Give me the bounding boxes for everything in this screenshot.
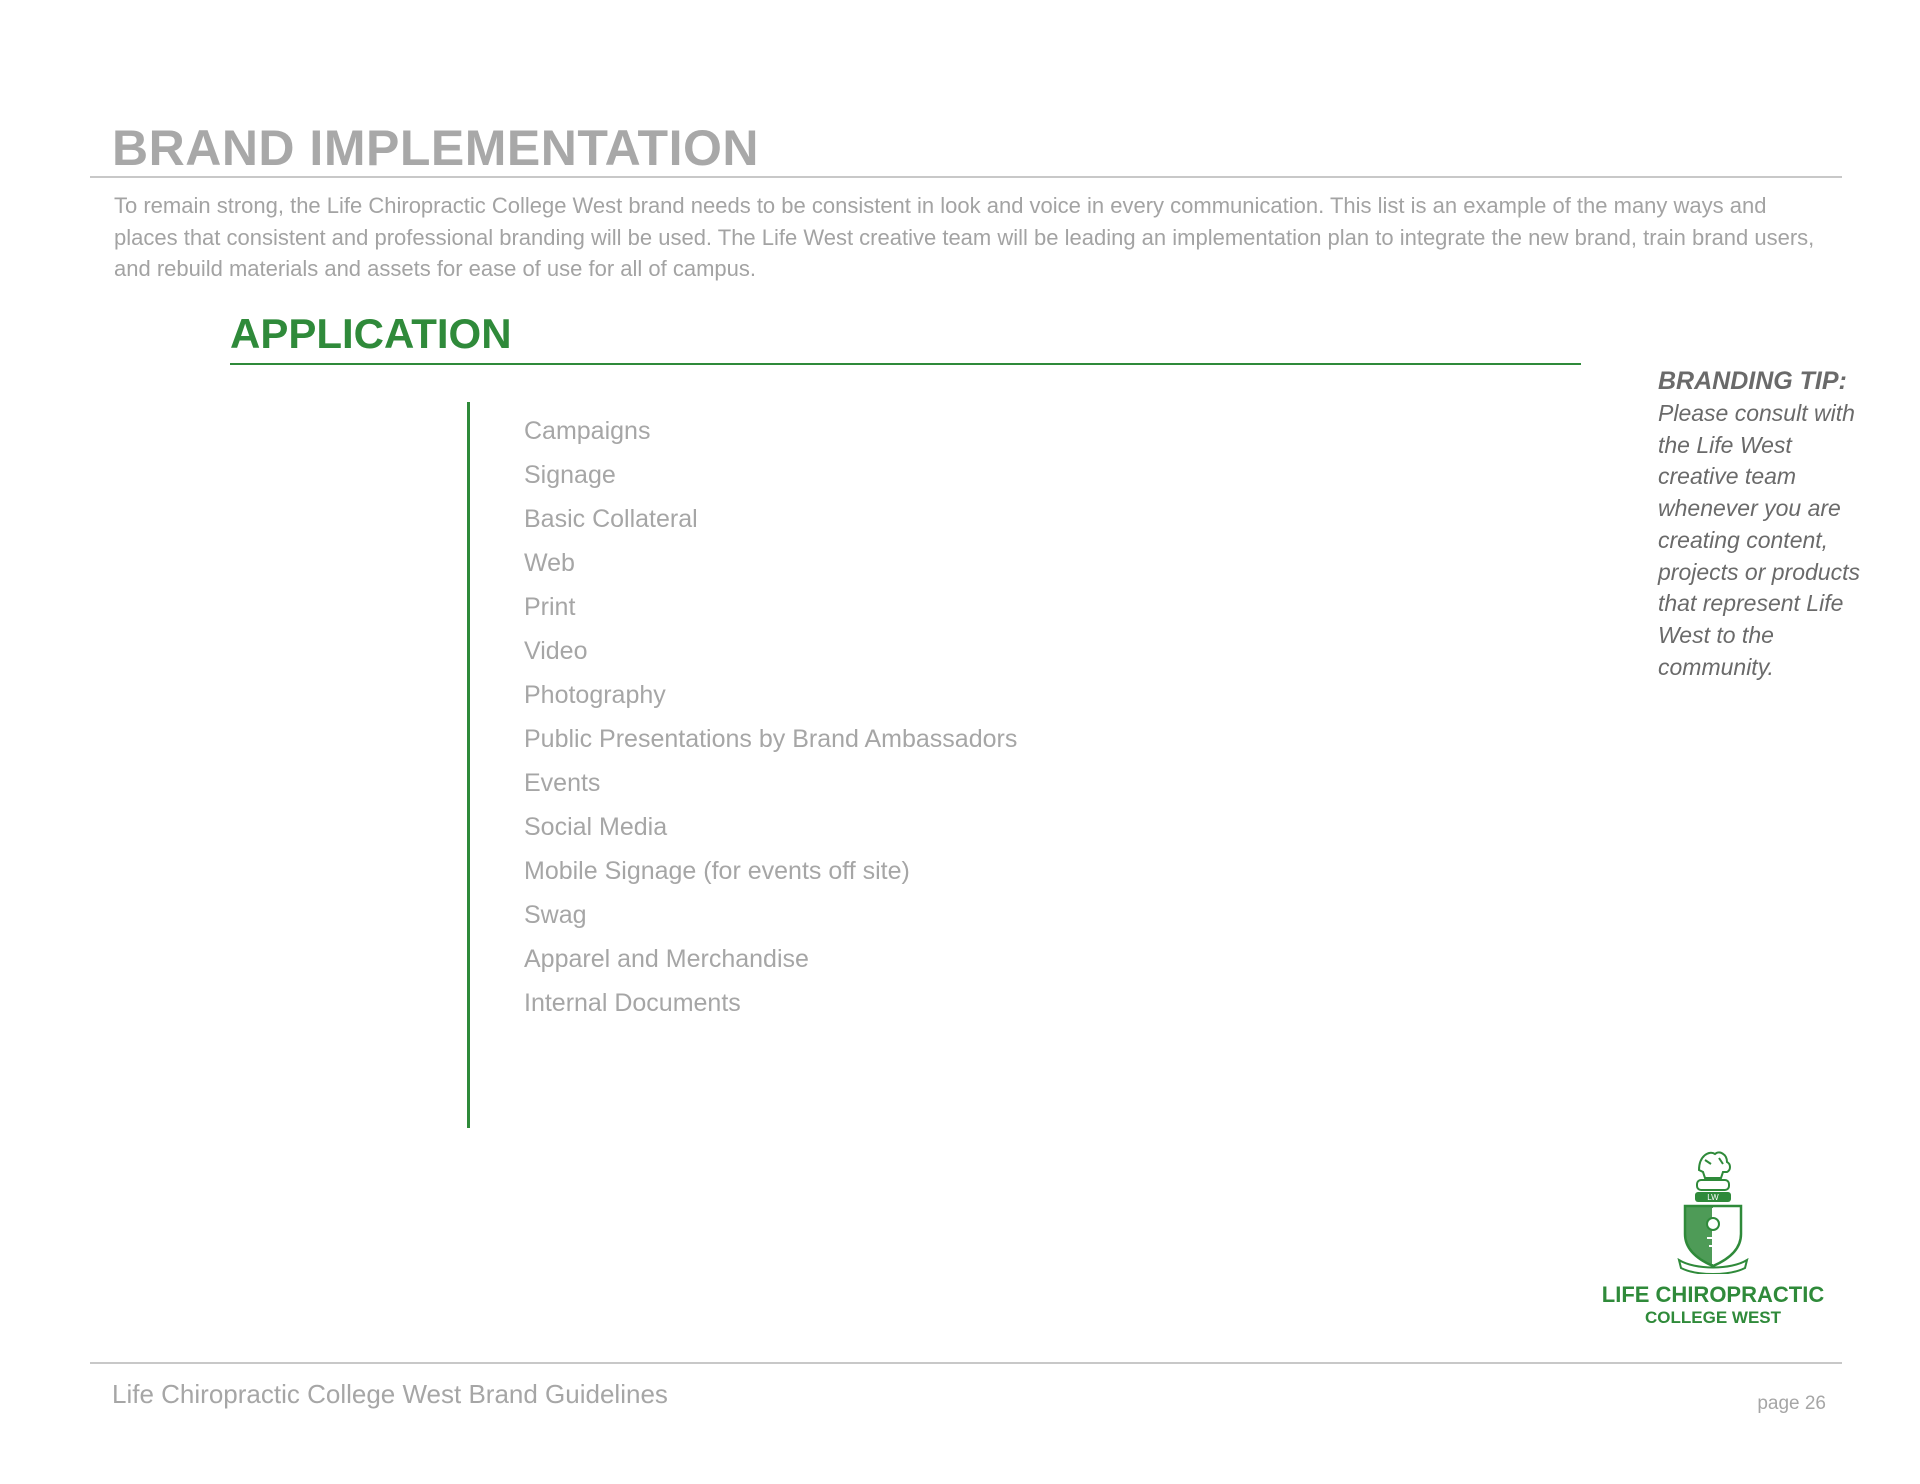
list-item: Print: [524, 593, 576, 621]
section-divider: [230, 363, 1581, 365]
footer-title: Life Chiropractic College West Brand Guidelines: [112, 1379, 668, 1409]
tip-body: Please consult with the Life West creative team whenever you are creating content, projects or products that represent Life West to the community.: [1658, 400, 1860, 680]
list-item: Public Presentations by Brand Ambassadors: [524, 725, 1018, 753]
tip-heading: BRANDING TIP:: [1658, 367, 1847, 395]
page-title: BRAND IMPLEMENTATION: [112, 120, 759, 176]
list-item: Apparel and Merchandise: [524, 945, 809, 973]
list-item: Events: [524, 769, 601, 797]
list-accent-line: [467, 402, 470, 1128]
branding-tip: [1658, 364, 1878, 683]
list-item: Social Media: [524, 813, 668, 841]
list-item: Photography: [524, 681, 666, 709]
list-item: Campaigns: [524, 417, 651, 445]
application-list: [524, 409, 1017, 1025]
logo-name-line2: COLLEGE WEST: [1645, 1308, 1781, 1327]
crest-icon: [1675, 1148, 1751, 1274]
college-logo: [1598, 1148, 1828, 1328]
list-item: Web: [524, 549, 575, 577]
list-item: Swag: [524, 901, 587, 929]
svg-text:LW: LW: [1707, 1193, 1719, 1202]
list-item: Basic Collateral: [524, 505, 698, 533]
page-number: page 26: [1757, 1393, 1826, 1414]
header-divider: [90, 176, 1842, 178]
footer-divider: [90, 1362, 1842, 1364]
logo-name-line1: LIFE CHIROPRACTIC: [1601, 1282, 1825, 1307]
list-item: Internal Documents: [524, 989, 741, 1017]
list-item: Signage: [524, 461, 616, 489]
intro-paragraph: To remain strong, the Life Chiropractic College West brand needs to be consistent in look and voice in every communication. This list is an example of the many ways and places that consistent and professional branding will be used. The Life West creative team will be leading an implementation plan to integrate the new brand, train brand users, and rebuild materials and assets for ease of use for all of campus.: [114, 193, 1815, 281]
list-item: Mobile Signage (for events off site): [524, 857, 910, 885]
list-item: Video: [524, 637, 588, 665]
section-title: APPLICATION: [230, 310, 512, 357]
